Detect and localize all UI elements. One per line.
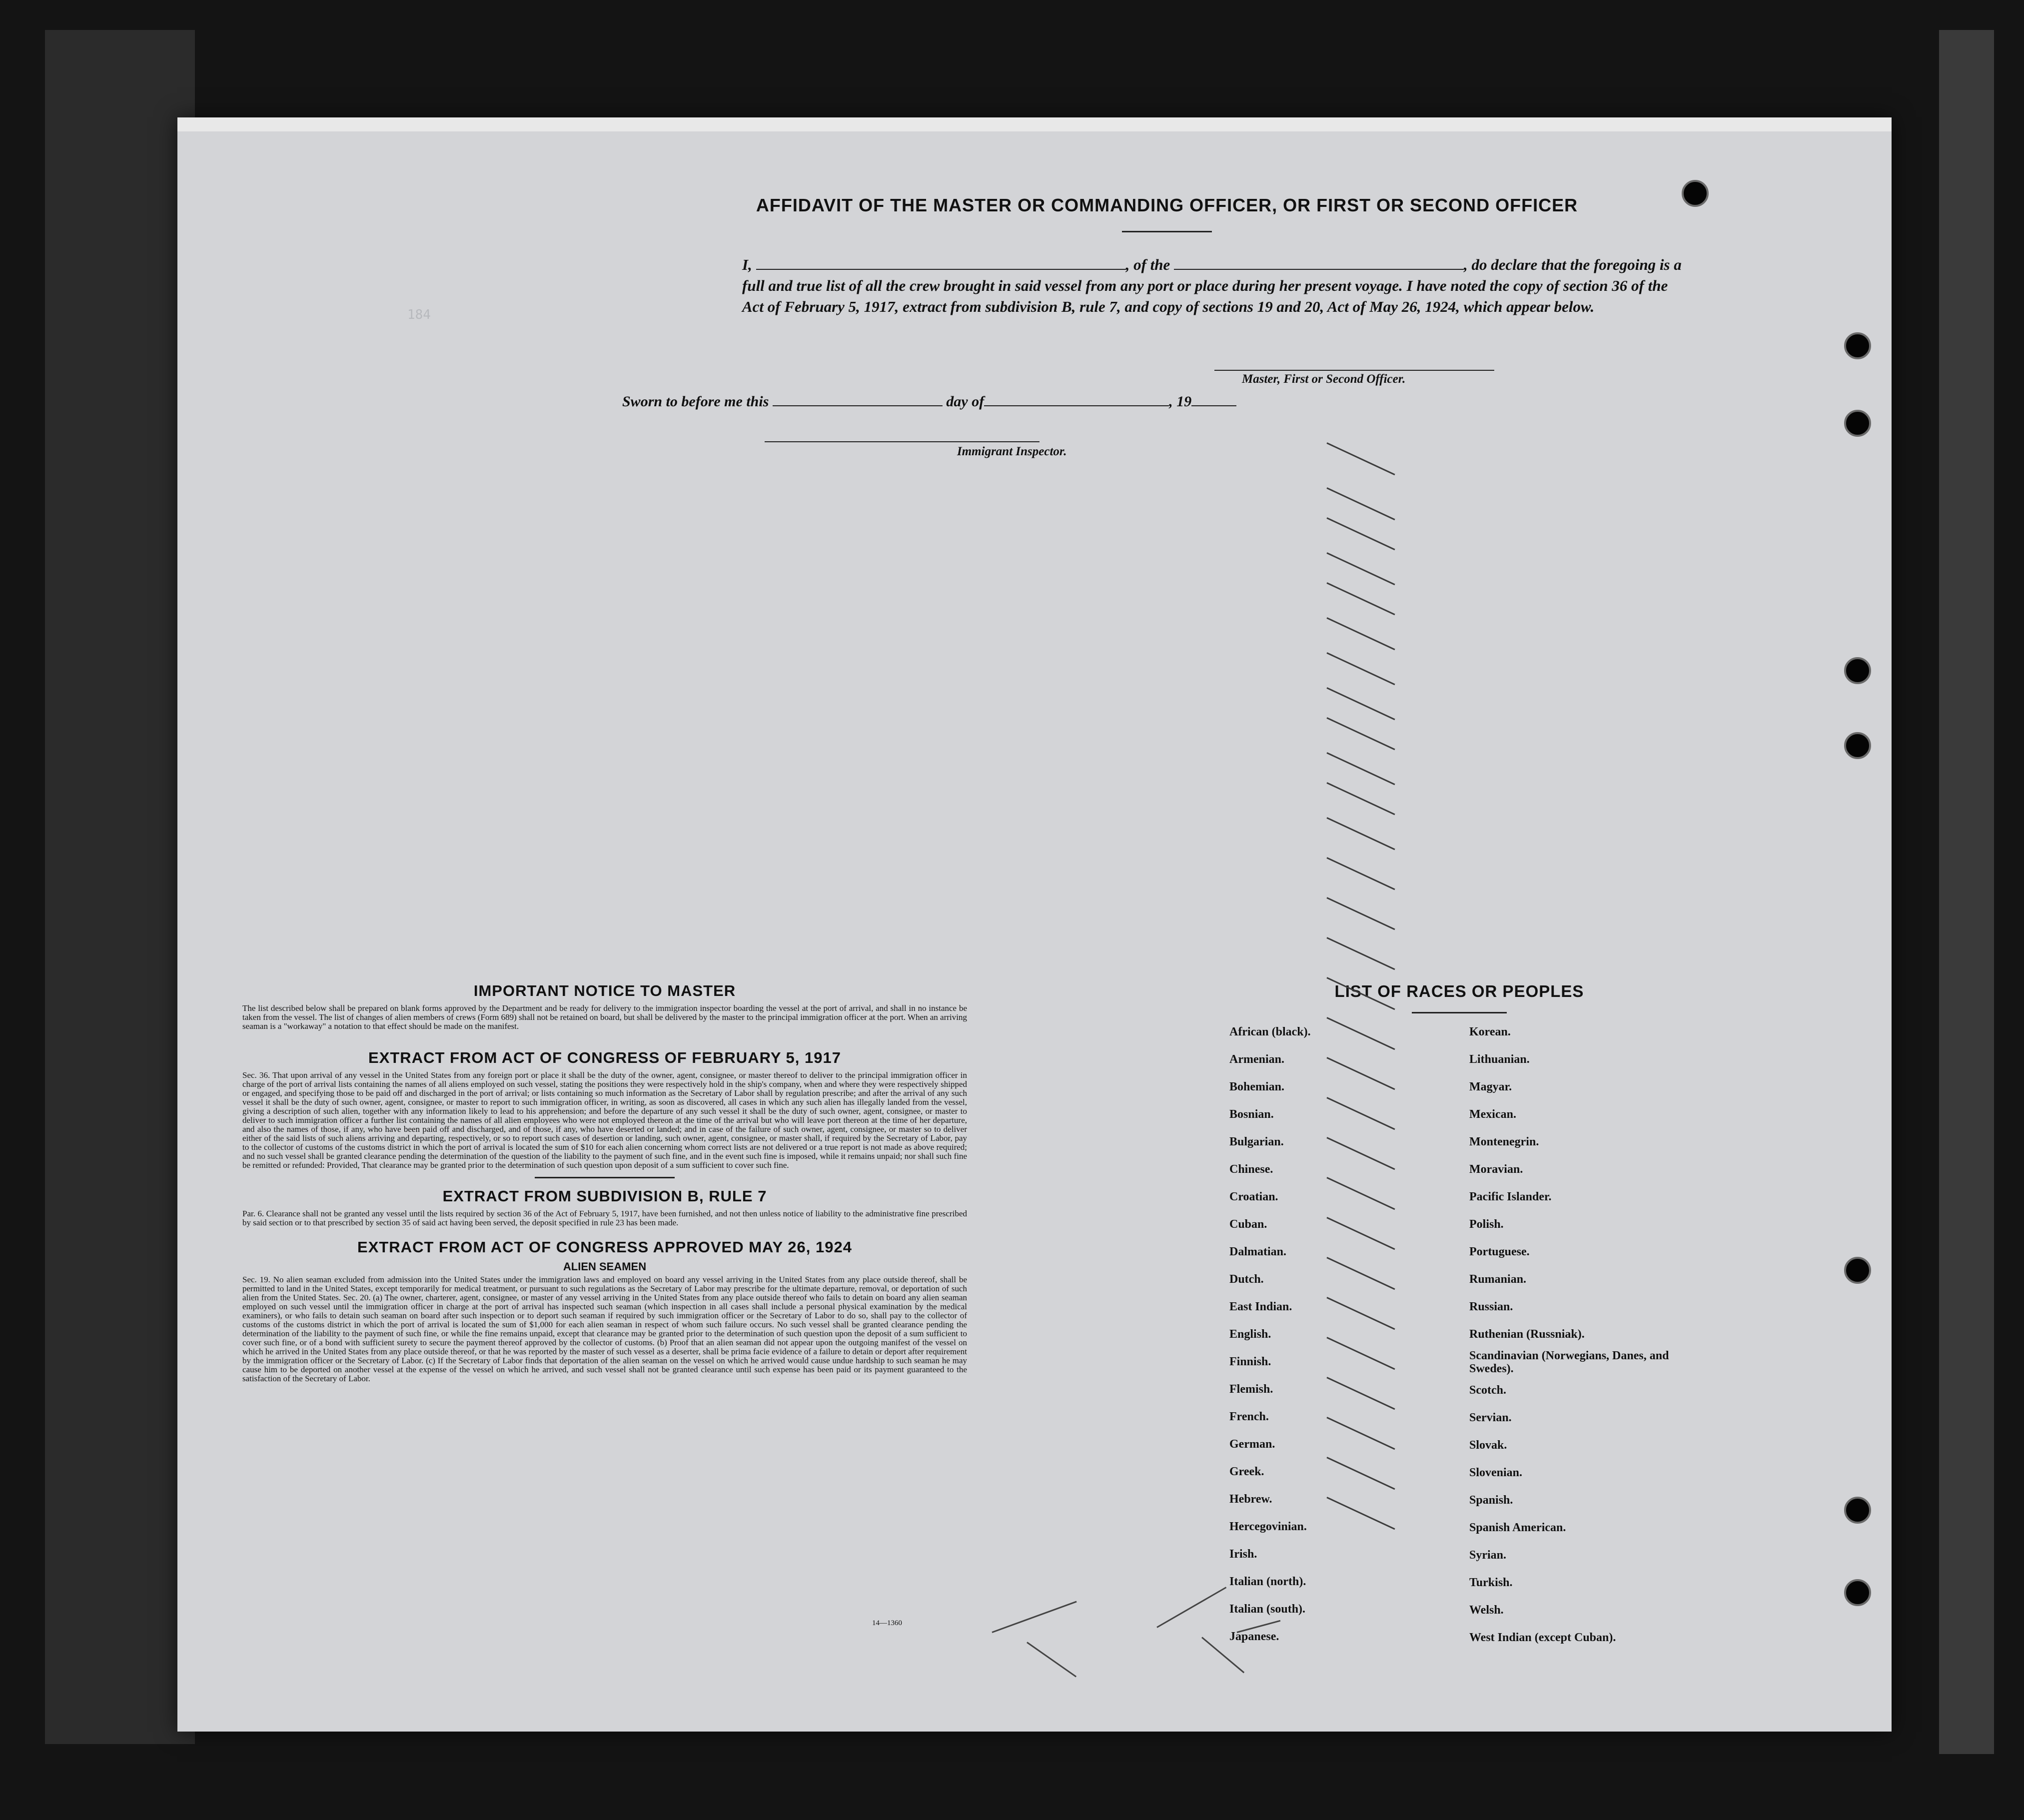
master-signature-line[interactable] — [1214, 370, 1494, 371]
race-item: Polish. — [1469, 1218, 1504, 1231]
signature-scribble — [992, 1601, 1076, 1633]
race-item: Japanese. — [1229, 1630, 1279, 1643]
notices-section — [242, 982, 967, 1383]
races-divider — [1412, 1012, 1507, 1013]
name-blank-field[interactable] — [756, 255, 1126, 270]
film-frame-right — [1939, 30, 1994, 1754]
punch-hole-icon — [1844, 657, 1871, 684]
punch-hole-icon — [1844, 1579, 1871, 1606]
act-1924-title: EXTRACT FROM ACT OF CONGRESS APPROVED MAY 26, 1924 — [357, 1238, 852, 1256]
races-columns — [1229, 1018, 1689, 1652]
race-item: Scandinavian (Norwegians, Danes, and Swedes). — [1469, 1349, 1669, 1375]
decl-do-declare: , do declare — [1464, 256, 1538, 273]
race-item: Italian (south). — [1229, 1603, 1306, 1616]
act-1924-subtitle: ALIEN SEAMEN — [563, 1260, 647, 1273]
race-item: Irish. — [1229, 1548, 1257, 1561]
race-item: German. — [1229, 1438, 1275, 1451]
race-item: Chinese. — [1229, 1163, 1273, 1176]
races-left-column — [1229, 1018, 1439, 1652]
sworn-line — [622, 392, 1236, 410]
decl-body: that the foregoing is a full and true list of all the crew brought in said vessel from any port or place during her present voyage. I have noted the copy of section 36 of the Act of February 5, 1917, extract from subdivision B, rule 7, and copy of sections 19 and 20, Act of May 26, 1924, which appear below. — [742, 256, 1682, 315]
check-stroke — [1326, 617, 1395, 650]
decl-i: I, — [742, 256, 752, 273]
sworn-day-field[interactable] — [773, 392, 943, 406]
sworn-year-label: , 19 — [1169, 393, 1192, 410]
race-item: Flemish. — [1229, 1383, 1273, 1396]
check-stroke — [1326, 487, 1395, 520]
race-item: Spanish. — [1469, 1494, 1513, 1507]
race-item: Spanish American. — [1469, 1521, 1566, 1534]
check-stroke — [1326, 937, 1395, 970]
races-title: LIST OF RACES OR PEOPLES — [1334, 982, 1584, 1000]
race-item: African (black). — [1229, 1025, 1311, 1038]
race-item: Bosnian. — [1229, 1108, 1274, 1121]
sworn-prefix: Sworn to before me this — [622, 393, 769, 410]
race-item: Russian. — [1469, 1300, 1513, 1313]
punch-hole-icon — [1844, 332, 1871, 359]
declaration-paragraph — [742, 254, 1687, 317]
vessel-blank-field[interactable] — [1174, 255, 1464, 270]
race-item: Moravian. — [1469, 1163, 1523, 1176]
race-item: Dutch. — [1229, 1273, 1264, 1286]
check-stroke — [1326, 752, 1395, 785]
check-stroke — [1326, 717, 1395, 750]
act-1917-title: EXTRACT FROM ACT OF CONGRESS OF FEBRUARY 5, 1917 — [368, 1049, 841, 1066]
races-section — [1229, 982, 1689, 1652]
race-item: West Indian (except Cuban). — [1469, 1631, 1616, 1644]
rule-7-body: Par. 6. Clearance shall not be granted any vessel until the lists required by section 36 of the Act of February 5, 1917, have been furnished, and not then unless notice of liability to the administrative fine prescribed by said section or to that prescribed by section 35 of said act having been served, the deposit specified in rule 23 has been made. — [242, 1209, 967, 1227]
punch-hole-icon — [1844, 732, 1871, 759]
sworn-day-label: day of — [946, 393, 985, 410]
manifest-sheet-back — [177, 117, 1892, 1732]
race-item: Hebrew. — [1229, 1493, 1272, 1506]
race-item: Portuguese. — [1469, 1245, 1530, 1258]
race-item: Slovenian. — [1469, 1466, 1523, 1479]
check-stroke — [1326, 442, 1395, 475]
race-item: Finnish. — [1229, 1355, 1271, 1368]
act-1924-body: Sec. 19. No alien seaman excluded from admission into the United States under the immigration laws and employed on board any vessel arriving in the United States from any place outside thereof, shall be permitted to land in the United States, except temporarily for medical treatment, or pursuant to such regulations as the Secretary of Labor may prescribe for the ultimate departure, removal, or deportation of such alien from the United States. Sec. 20. (a) The owner, charterer, agent, consignee, or master of any vessel arriving in the United States from any place outside thereof who fails to detain on board any alien seaman employed on such vessel until the immigration officer in charge at the port of arrival has inspected such seaman (which inspection in all cases shall include a personal physical examination by the medical examiners), or who fails to detain such seaman on board after such inspection or to deport such seaman if required by such immigration officer or the Secretary of Labor to do so, shall pay to the collector of customs of the customs district in which the port of arrival is located the sum of $1,000 for each alien seaman in respect of whom such failure occurs. No such vessel shall be granted clearance pending the determination of the liability to the payment of such fine, or while the fine remains unpaid, except that clearance may be granted prior to the determination of such question upon the deposit of a sum sufficient to cover such fine, or of a bond with sufficient surety to secure the payment thereof approved by the collector of customs. (b) Proof that an alien seaman did not appear upon the outgoing manifest of the vessel on which he arrived in the United States from any place outside thereof, or that he was reported by the master of such vessel as a deserter, shall be prima facie evidence of a failure to detain or deport after requirement by the immigration officer or the Secretary of Labor. (c) If the Secretary of Labor finds that deportation of the alien seaman on the vessel on which he arrived would cause undue hardship to such seaman he may cause him to be deported on another vessel at the expense of the vessel on which he arrived, and such vessel shall not be granted clearance until such expense has been paid or its payment guaranteed to the satisfaction of the Secretary of Labor. — [242, 1275, 967, 1383]
section-divider — [535, 1177, 675, 1178]
rule-7-title: EXTRACT FROM SUBDIVISION B, RULE 7 — [442, 1187, 767, 1205]
signature-scribble — [1156, 1587, 1226, 1628]
punch-hole-icon — [1844, 410, 1871, 437]
inspector-signature-line[interactable] — [765, 441, 1039, 442]
race-item: Korean. — [1469, 1025, 1511, 1038]
act-1917-body: Sec. 36. That upon arrival of any vessel in the United States from any foreign port or place it shall be the duty of the owner, agent, consignee, or master thereof to deliver to the principal immigration officer in charge of the port of arrival lists containing the names of all aliens employed on such vessel, stating the positions they were respectively hold in the ship's company, when and where they were respectively shipped or engaged, and specifying those to be paid off and discharged in the port of arrival; or lists containing so much information as the Secretary of Labor shall by regulation prescribe; and after the arrival of any such vessel it shall be the duty of such owner, agent, consignee, or master to report to such immigration officer, in writing, as soon as discovered, all cases in which any such alien has illegally landed from the vessel, giving a description of such alien, together with any information likely to lead to his apprehension; and before the departure of any such vessel it shall be the duty of such owner, agent, consignee, or master to deliver to such immigration officer a further list containing the names of all alien employees who were not employed thereon at the time of the arrival but who will leave port thereon at the time of her departure, and also the names of those, if any, who have been paid off and discharged, and of those, if any, who have deserted or landed; and in case of the failure of such owner, agent, consignee, or master so to deliver either of the said lists of such aliens arriving and departing, respectively, or so to report such cases of desertion or landing, such owner, agent, consignee, or master shall, if required by the Secretary of Labor, pay to the collector of customs of the customs district in which the port of arrival is located the sum of $10 for each alien concerning whom correct lists are not delivered or a true report is not made as above required; and no such vessel shall be granted clearance pending the determination of the question of the liability to the payment of such fine, and in the event such fine is imposed, while it remains unpaid; nor shall such fine be remitted or refunded: Provided, That clearance may be granted prior to the determination of such question upon deposit of a sum sufficient to cover such fine. — [242, 1070, 967, 1170]
affidavit-section — [617, 195, 1717, 317]
race-item: Greek. — [1229, 1465, 1264, 1478]
form-number: 14—1360 — [872, 1619, 902, 1627]
race-item: Italian (north). — [1229, 1575, 1306, 1588]
marginal-number: 184 — [407, 307, 431, 322]
decl-of-the: , of the — [1125, 256, 1170, 273]
race-item: Ruthenian (Russniak). — [1469, 1328, 1585, 1341]
race-item: Turkish. — [1469, 1576, 1513, 1589]
sheet-top-edge — [177, 117, 1892, 131]
check-stroke — [1326, 552, 1395, 585]
important-notice-title: IMPORTANT NOTICE TO MASTER — [473, 982, 736, 999]
signature-scribble — [1026, 1642, 1076, 1677]
race-item: Bohemian. — [1229, 1080, 1285, 1093]
check-stroke — [1326, 687, 1395, 720]
check-stroke — [1326, 652, 1395, 685]
races-right-column — [1469, 1018, 1689, 1652]
important-notice-body: The list described below shall be prepared on blank forms approved by the Department and be ready for delivery to the immigration inspector boarding the vessel at the port of arrival, and shall in no instance be taken from the vessel. The list of changes of alien members of crews (Form 689) shall not be retained on board, but shall be delivered by the master to the principal immigration officer at the port. When an arriving seaman is a "workaway" a notation to that effect should be made on the manifest. — [242, 1003, 967, 1031]
master-signature-label: Master, First or Second Officer. — [1242, 372, 1406, 386]
race-item: East Indian. — [1229, 1300, 1292, 1313]
race-item: Pacific Islander. — [1469, 1190, 1552, 1203]
race-item: Mexican. — [1469, 1108, 1516, 1121]
title-divider — [1122, 231, 1212, 232]
sworn-month-field[interactable] — [984, 392, 1169, 406]
check-stroke — [1326, 857, 1395, 890]
race-item: Bulgarian. — [1229, 1135, 1284, 1148]
race-item: Rumanian. — [1469, 1273, 1527, 1286]
race-item: Croatian. — [1229, 1190, 1278, 1203]
race-item: Lithuanian. — [1469, 1053, 1530, 1066]
punch-hole-icon — [1844, 1497, 1871, 1524]
check-stroke — [1326, 817, 1395, 850]
check-stroke — [1326, 582, 1395, 615]
race-item: Hercegovinian. — [1229, 1520, 1307, 1533]
race-item: Welsh. — [1469, 1604, 1504, 1617]
race-item: Slovak. — [1469, 1439, 1507, 1452]
film-frame-left — [45, 30, 195, 1744]
affidavit-title: AFFIDAVIT OF THE MASTER OR COMMANDING OFFICER, OR FIRST OR SECOND OFFICER — [756, 195, 1578, 215]
race-item: Dalmatian. — [1229, 1245, 1286, 1258]
race-item: Syrian. — [1469, 1549, 1507, 1562]
check-stroke — [1326, 782, 1395, 815]
sworn-year-field[interactable] — [1191, 392, 1236, 406]
check-stroke — [1326, 897, 1395, 930]
race-item: Magyar. — [1469, 1080, 1512, 1093]
race-item: Armenian. — [1229, 1053, 1284, 1066]
race-item: Servian. — [1469, 1411, 1512, 1424]
race-item: English. — [1229, 1328, 1271, 1341]
inspector-label: Immigrant Inspector. — [957, 445, 1067, 458]
race-item: Scotch. — [1469, 1384, 1506, 1397]
punch-hole-icon — [1844, 1257, 1871, 1284]
race-item: Montenegrin. — [1469, 1135, 1539, 1148]
race-item: French. — [1229, 1410, 1269, 1423]
race-item: Cuban. — [1229, 1218, 1267, 1231]
check-stroke — [1326, 517, 1395, 550]
